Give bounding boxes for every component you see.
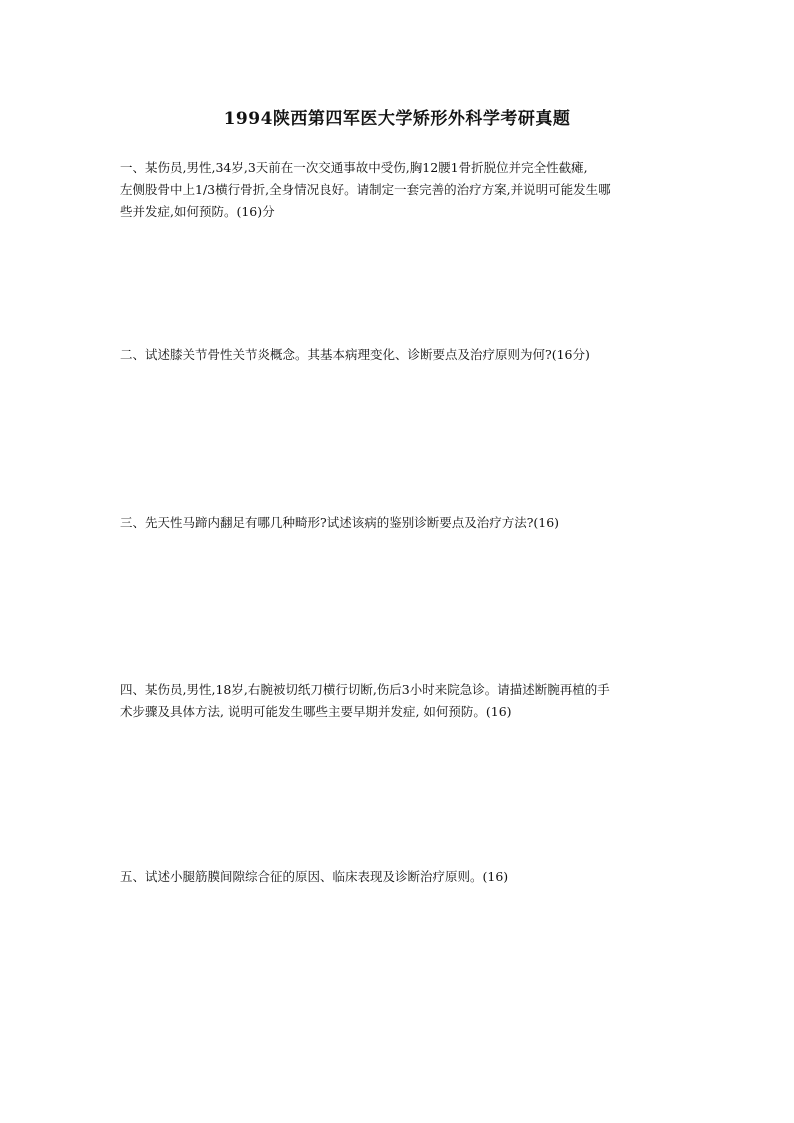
question-4-line-2: 术步骤及具体方法, 说明可能发生哪些主要早期并发症, 如何预防。(16) <box>120 704 512 719</box>
question-4 <box>120 679 680 723</box>
question-3-line-1: 三、先天性马蹄内翻足有哪几种畸形?试述该病的鉴别诊断要点及治疗方法?(16) <box>120 515 560 530</box>
page-title: 1994陕西第四军医大学矫形外科学考研真题 <box>223 109 571 129</box>
question-2-line-1: 二、试述膝关节骨性关节炎概念。其基本病理变化、诊断要点及治疗原则为何?(16分) <box>120 347 590 362</box>
question-1-line-3: 些并发症,如何预防。(16)分 <box>120 204 275 219</box>
question-3 <box>120 512 680 534</box>
question-4-line-1: 四、某伤员,男性,18岁,右腕被切纸刀横行切断,伤后3小时来院急诊。请描述断腕再植的手 <box>120 682 610 697</box>
question-5-line-1: 五、试述小腿筋膜间隙综合征的原因、临床表现及诊断治疗原则。(16) <box>120 869 509 884</box>
question-5 <box>120 866 680 888</box>
question-1 <box>120 157 680 223</box>
question-1-line-2: 左侧股骨中上1/3横行骨折,全身情况良好。请制定一套完善的治疗方案,并说明可能发生哪 <box>120 182 611 197</box>
question-1-line-1: 一、某伤员,男性,34岁,3天前在一次交通事故中受伤,胸12腰1骨折脱位并完全性截瘫, <box>120 160 588 175</box>
question-2 <box>120 344 680 366</box>
